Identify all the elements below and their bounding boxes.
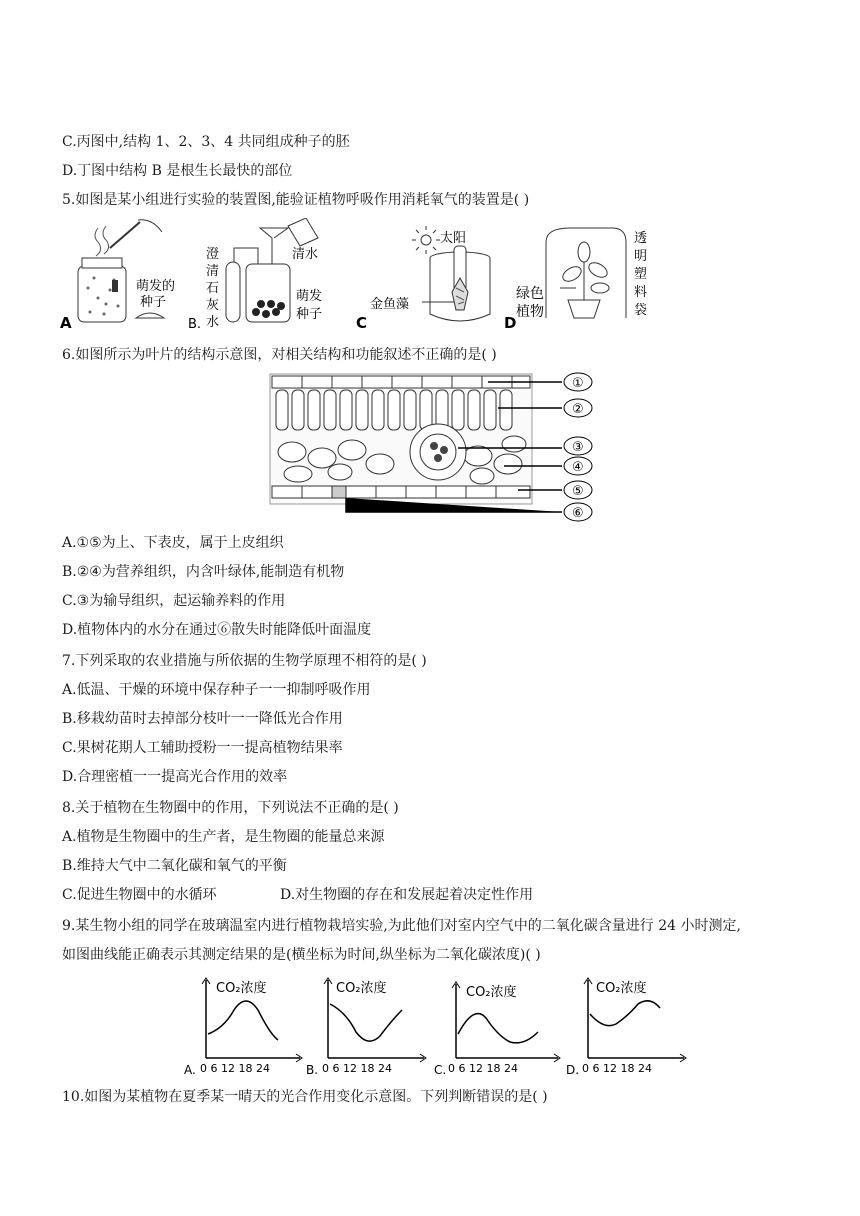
svg-text:萌发的: 萌发的 [136, 279, 176, 294]
svg-text:CO₂浓度: CO₂浓度 [336, 981, 387, 996]
q7-option-b: B.移栽幼苗时去掉部分枝叶一一降低光合作用 [62, 711, 343, 727]
svg-text:A.: A. [184, 1063, 196, 1077]
question-8: 8.关于植物在生物圈中的作用，下列说法不正确的是( ) [62, 800, 399, 816]
svg-text:⑤: ⑤ [572, 484, 584, 499]
apparatus-c [356, 226, 490, 330]
svg-text:塑: 塑 [634, 267, 648, 282]
question-9: 9.某生物小组的同学在玻璃温室内进行植物栽培实验,为此他们对室内空气中的二氧化碳含量进行 24 小时测定, [62, 918, 741, 934]
q8-option-a: A.植物是生物圈中的生产者，是生物圈的能量总来源 [62, 829, 385, 845]
svg-text:袋: 袋 [634, 303, 648, 318]
svg-text:D: D [504, 314, 517, 330]
graph-c [434, 982, 560, 1077]
svg-text:种子: 种子 [140, 295, 167, 310]
svg-text:种子: 种子 [296, 307, 323, 322]
q7-option-a: A.低温、干燥的环境中保存种子一一抑制呼吸作用 [62, 682, 371, 698]
svg-text:④: ④ [572, 460, 584, 475]
question-7: 7.下列采取的农业措施与所依据的生物学原理不相符的是( ) [62, 653, 427, 669]
svg-text:②: ② [572, 402, 584, 417]
figure-6-leaf-section [268, 372, 598, 524]
q6-option-a: A.①⑤为上、下表皮，属于上皮组织 [62, 535, 284, 551]
question-6: 6.如图所示为叶片的结构示意图，对相关结构和功能叙述不正确的是( ) [62, 347, 497, 363]
svg-text:植物: 植物 [516, 304, 544, 320]
svg-text:B.: B. [306, 1063, 319, 1077]
svg-text:0 6 12 18 24: 0 6 12 18 24 [200, 1062, 270, 1075]
svg-text:0 6 12 18 24: 0 6 12 18 24 [322, 1062, 392, 1075]
apparatus-a [60, 220, 175, 330]
svg-text:CO₂浓度: CO₂浓度 [466, 985, 517, 1000]
q8-option-b: B.维持大气中二氧化碳和氧气的平衡 [62, 858, 287, 874]
svg-text:太阳: 太阳 [440, 231, 467, 246]
q8-option-d: D.对生物圈的存在和发展起着决定性作用 [280, 887, 534, 903]
svg-text:清水: 清水 [292, 247, 319, 262]
svg-text:C.: C. [434, 1063, 447, 1077]
q6-option-d: D.植物体内的水分在通过⑥散失时能降低叶面温度 [62, 622, 372, 638]
svg-text:石: 石 [206, 281, 220, 296]
svg-text:⑥: ⑥ [572, 506, 584, 521]
q6-option-c: C.③为输导组织，起运输养料的作用 [62, 593, 286, 609]
apparatus-b [188, 218, 322, 330]
svg-text:灰: 灰 [206, 298, 220, 313]
svg-text:A: A [60, 314, 72, 330]
option-c-line: C.丙图中,结构 1、2、3、4 共同组成种子的胚 [62, 134, 350, 150]
svg-text:绿色: 绿色 [516, 286, 544, 302]
question-10: 10.如图为某植物在夏季某一晴天的光合作用变化示意图。下列判断错误的是( ) [62, 1089, 548, 1105]
option-d-line: D.丁图中结构 B 是根生长最快的部位 [62, 163, 293, 179]
lower-epidermis [272, 486, 530, 498]
question-9-cont: 如图曲线能正确表示其测定结果的是(横坐标为时间,纵坐标为二氧化碳浓度)( ) [62, 947, 541, 963]
question-5: 5.如图是某小组进行实验的装置图,能验证植物呼吸作用消耗氧气的装置是( ) [62, 192, 530, 208]
graph-d [566, 978, 686, 1077]
svg-text:C: C [356, 314, 368, 330]
svg-text:料: 料 [634, 285, 648, 300]
svg-text:金鱼藻: 金鱼藻 [370, 297, 410, 312]
figure-5-apparatus [60, 218, 660, 330]
q6-option-b: B.②④为营养组织，内含叶绿体,能制造有机物 [62, 564, 345, 580]
svg-text:③: ③ [572, 440, 584, 455]
vein-bundle [410, 424, 466, 480]
svg-text:澄: 澄 [206, 247, 220, 262]
svg-text:B.: B. [188, 317, 202, 330]
svg-text:透: 透 [634, 231, 648, 246]
graph-b [306, 978, 426, 1077]
svg-text:D.: D. [566, 1063, 580, 1077]
apparatus-d [504, 228, 647, 330]
svg-text:CO₂浓度: CO₂浓度 [216, 981, 267, 996]
svg-text:0 6 12 18 24: 0 6 12 18 24 [448, 1062, 518, 1075]
svg-text:水: 水 [206, 315, 220, 330]
q8-option-c: C.促进生物圈中的水循环 [62, 887, 217, 903]
svg-text:明: 明 [634, 249, 648, 264]
q7-option-d: D.合理密植一一提高光合作用的效率 [62, 769, 288, 785]
svg-text:清: 清 [206, 264, 220, 279]
svg-text:①: ① [572, 376, 584, 391]
figure-9-co2-curves [180, 974, 690, 1078]
svg-text:萌发: 萌发 [296, 289, 323, 304]
svg-text:0 6 12 18 24: 0 6 12 18 24 [582, 1062, 652, 1075]
number-markers [564, 373, 592, 521]
svg-text:CO₂浓度: CO₂浓度 [596, 981, 647, 996]
palisade-layer [276, 390, 512, 430]
q7-option-c: C.果树花期人工辅助授粉一一提高植物结果率 [62, 740, 343, 756]
graph-a [184, 978, 302, 1077]
